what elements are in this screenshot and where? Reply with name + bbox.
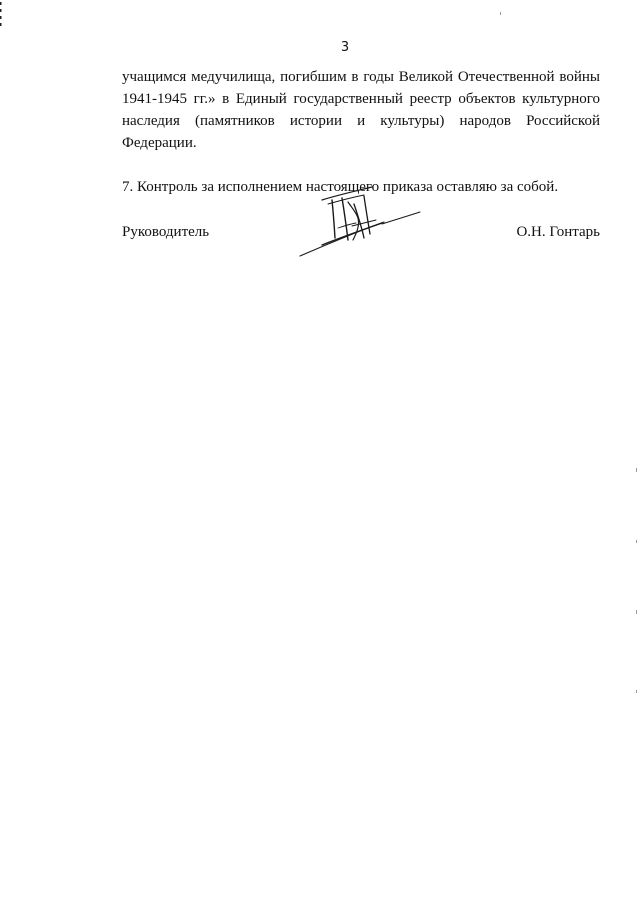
- scan-artifact: [636, 540, 637, 543]
- scan-artifact: [500, 12, 501, 15]
- page-number: 3: [340, 40, 350, 55]
- signatory-name: О.Н. Гонтарь: [516, 224, 600, 240]
- scan-artifact: [636, 468, 637, 472]
- signature-block: [122, 221, 600, 243]
- scan-edge-mark: [0, 0, 3, 28]
- document-body: [122, 66, 600, 198]
- scan-artifact: [636, 610, 637, 614]
- paragraph-continuation: учащимся медучилища, погибшим в годы Великой Отечественной войны 1941-1945 гг.» в Единый государственный реестр объектов культурного наследия (памятников истории и культуры) народов Российской Федерации.: [122, 69, 600, 151]
- scan-artifact: [636, 690, 637, 693]
- signatory-title: Руководитель: [122, 224, 210, 240]
- paragraph-item-7-text: 7. Контроль за исполнением настоящего приказа оставляю за собой.: [122, 179, 559, 195]
